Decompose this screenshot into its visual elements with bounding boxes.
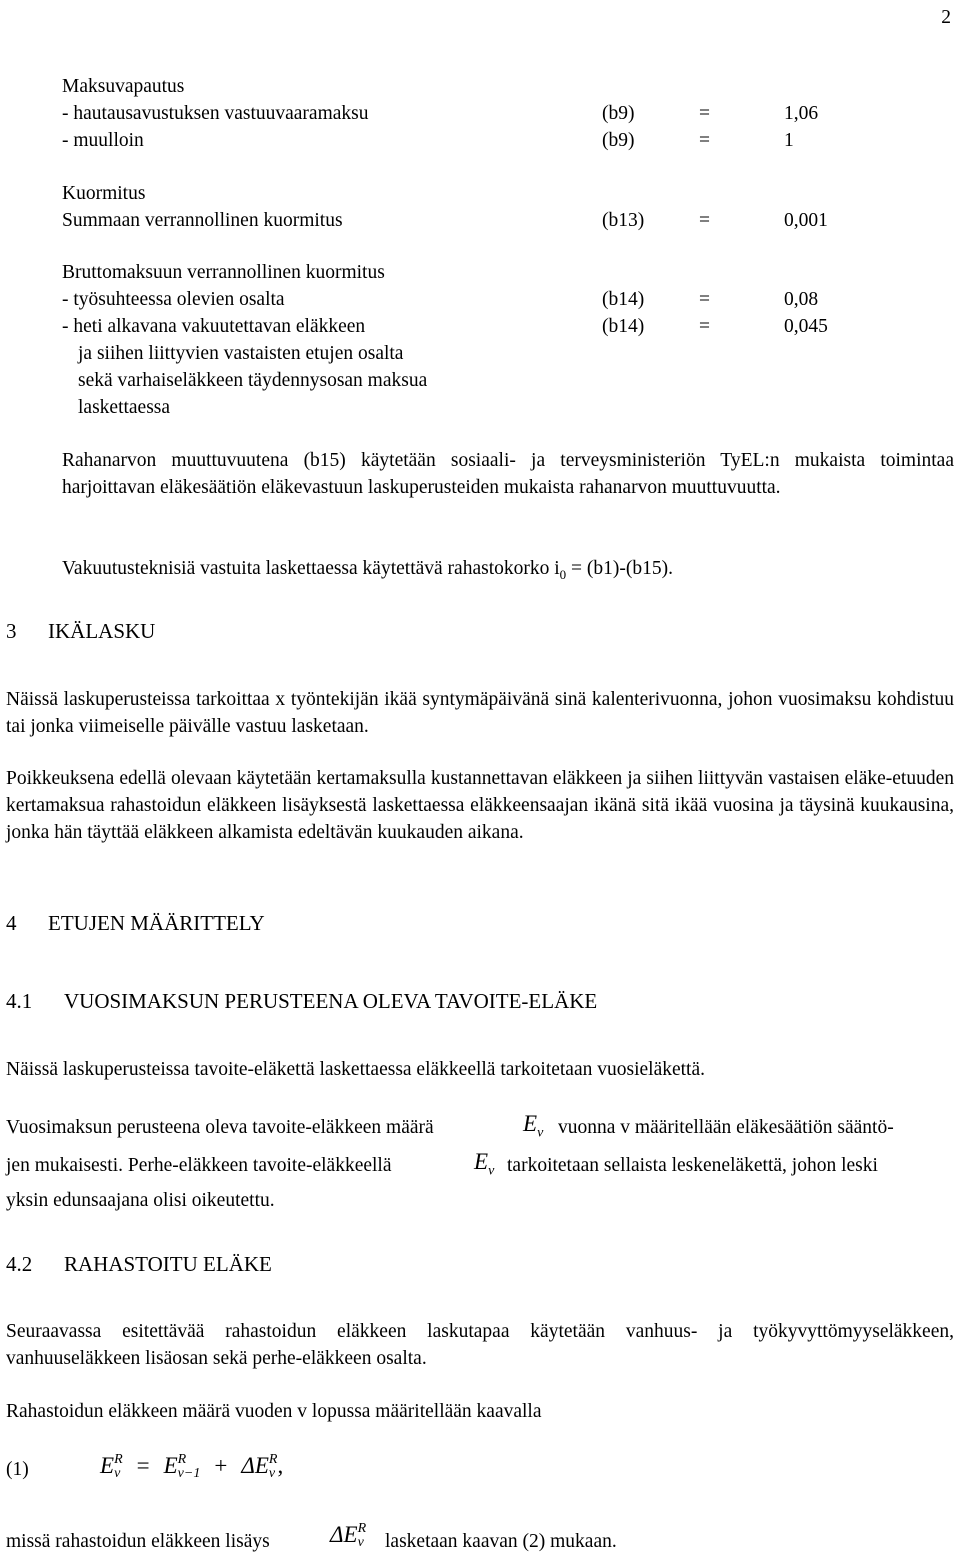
formula-term-1: E (163, 1453, 178, 1478)
text-segment: lasketaan kaavan (2) mukaan. (385, 1531, 617, 1552)
formula-1 (6, 1452, 606, 1492)
section-title: VUOSIMAKSUN PERUSTEENA OLEVA TAVOITE-ELÄKE (64, 989, 598, 1013)
section-3-heading (6, 618, 155, 645)
plus-operator: + (214, 1453, 228, 1478)
parameter-row (62, 127, 862, 154)
section-title: IKÄLASKU (48, 619, 156, 643)
parameter-code: (b14) (602, 316, 645, 337)
section-number: 4.2 (6, 1252, 33, 1276)
section-4-1-paragraph-1: Näissä laskuperusteissa tavoite-eläkettä laskettaessa eläkkeellä tarkoitetaan vuosieläkettä. (6, 1059, 706, 1080)
maksuvapautus-title: Maksuvapautus (62, 76, 185, 97)
subscript: v (357, 1535, 364, 1550)
subscript: v−1 (177, 1466, 201, 1481)
parameter-label: - muulloin (62, 130, 144, 151)
subscript: v (268, 1466, 276, 1481)
parameter-label: - heti alkavana vakuutettavan eläkkeen (62, 316, 366, 337)
parameter-label: - hautausavustuksen vastuuvaaramaksu (62, 103, 369, 124)
section-number: 3 (6, 619, 17, 643)
family-pension-symbol (474, 1148, 495, 1179)
text-segment: Vuosimaksun perusteena oleva tavoite-eläkkeen määrä (6, 1117, 434, 1138)
rahastokorko-definition: = (b1)-(b15). (566, 558, 673, 579)
formula-lhs-indices (114, 1453, 123, 1481)
formula-term-2: ΔE (241, 1453, 269, 1478)
formula-comma: , (277, 1453, 284, 1478)
rahastokorko-subscript: 0 (559, 566, 567, 582)
symbol-letter: E (474, 1149, 489, 1174)
parameter-value: 0,08 (784, 289, 819, 310)
section-4-1-paragraph-2-line-2: jen mukaisesti. Perhe-eläkkeen tavoite-eläkkeellä (6, 1155, 392, 1176)
formula-lhs: E (100, 1453, 115, 1478)
section-3-paragraph-2: Poikkeuksena edellä olevaan käytetään kertamaksulla kustannettavan eläkkeen ja siihen liittyvän vastaisen eläke-etuuden kertamaksua rahastoidun eläkkeen lisäyksestä laskettaessa eläkkeensaajan ikänä sitä ikää vuosina ja täysinä kuukausina, jonka hän täyttää eläkkeen alkamista edeltävän kuukauden aikana. (6, 768, 954, 843)
parameter-code: (b9) (602, 103, 635, 124)
increment-symbol (330, 1521, 366, 1550)
section-title: ETUJEN MÄÄRITTELY (48, 911, 265, 935)
formula-number: (1) (6, 1459, 29, 1480)
equals-sign: = (699, 103, 710, 124)
page-number: 2 (941, 7, 951, 28)
parameter-row (62, 100, 862, 127)
section-4-2-paragraph-2: Rahastoidun eläkkeen määrä vuoden v lopussa määritellään kaavalla (6, 1401, 542, 1422)
section-4-2-paragraph-1: Seuraavassa esitettävää rahastoidun eläkkeen laskutapaa käytetään vanhuus- ja työkyvyttömyyseläkkeen, vanhuuseläkkeen lisäosan sekä perhe-eläkkeen osalta. (6, 1321, 954, 1369)
section-4-1-paragraph-2-line-1 (6, 1114, 434, 1141)
symbol-subscript: v (488, 1163, 495, 1179)
text-segment: tarkoitetaan sellaista leskeneläkettä, johon leski (507, 1155, 878, 1176)
formula-term-1-indices (178, 1453, 201, 1481)
superscript: R (114, 1452, 123, 1467)
parameter-value: 1,06 (784, 103, 819, 124)
subscript: v (114, 1466, 121, 1481)
equals-sign: = (699, 210, 710, 231)
equals-operator: = (136, 1453, 150, 1478)
parameter-label: - työsuhteessa olevien osalta (62, 289, 285, 310)
brutto-title: Bruttomaksuun verrannollinen kuormitus (62, 262, 385, 283)
parameter-code: (b13) (602, 210, 645, 231)
parameter-value: 1 (784, 130, 794, 151)
section-3-paragraph-1: Näissä laskuperusteissa tarkoittaa x työntekijän ikää syntymäpäivänä sinä kalenterivuonna, johon vuosimaksu kohdistuu tai jonka viimeiselle päivälle vastuu lasketaan. (6, 689, 954, 737)
equals-sign: = (699, 316, 710, 337)
parameter-row (62, 286, 862, 313)
superscript: R (177, 1452, 187, 1467)
equals-sign: = (699, 289, 710, 310)
section-4-heading (6, 910, 265, 937)
parameter-value: 0,045 (784, 316, 828, 337)
rahanarvo-paragraph: Rahanarvon muuttuvuutena (b15) käytetään sosiaali- ja terveysministeriön TyEL:n mukaista toimintaa harjoittavan eläkesäätiön eläkevastuun laskuperusteiden mukaista rahanarvon muuttuvuutta. (62, 450, 954, 498)
section-number: 4 (6, 911, 17, 935)
continuation-line: ja siihen liittyvien vastaisten etujen osalta (78, 343, 404, 364)
parameter-row (62, 313, 862, 340)
parameter-code: (b14) (602, 289, 645, 310)
parameter-label: Summaan verrannollinen kuormitus (62, 210, 343, 231)
target-pension-symbol (523, 1110, 544, 1141)
section-4-1-heading (6, 988, 597, 1015)
section-4-2-paragraph-3: missä rahastoidun eläkkeen lisäys (6, 1531, 270, 1552)
continuation-line: laskettaessa (78, 397, 171, 418)
section-4-2-heading (6, 1251, 272, 1278)
section-4-1-paragraph-2-line-3: yksin edunsaajana olisi oikeutettu. (6, 1190, 275, 1211)
symbol-letter: ΔE (330, 1522, 358, 1547)
text-segment: vuonna v määritellään eläkesäätiön sääntö- (558, 1117, 894, 1138)
kuormitus-title: Kuormitus (62, 183, 146, 204)
parameter-code: (b9) (602, 130, 635, 151)
rahastokorko-text: Vakuutusteknisiä vastuita laskettaessa käytettävä rahastokorko i (62, 558, 560, 579)
symbol-indices (358, 1522, 367, 1550)
parameter-row (62, 207, 862, 234)
superscript: R (268, 1452, 278, 1467)
symbol-subscript: v (537, 1125, 544, 1141)
parameter-value: 0,001 (784, 210, 828, 231)
equals-sign: = (699, 130, 710, 151)
superscript: R (357, 1521, 367, 1536)
section-title: RAHASTOITU ELÄKE (64, 1252, 272, 1276)
rahastokorko-line (62, 555, 673, 582)
continuation-line: sekä varhaiseläkkeen täydennysosan maksua (78, 370, 428, 391)
section-number: 4.1 (6, 989, 33, 1013)
symbol-letter: E (523, 1111, 538, 1136)
formula-expression (100, 1452, 283, 1481)
